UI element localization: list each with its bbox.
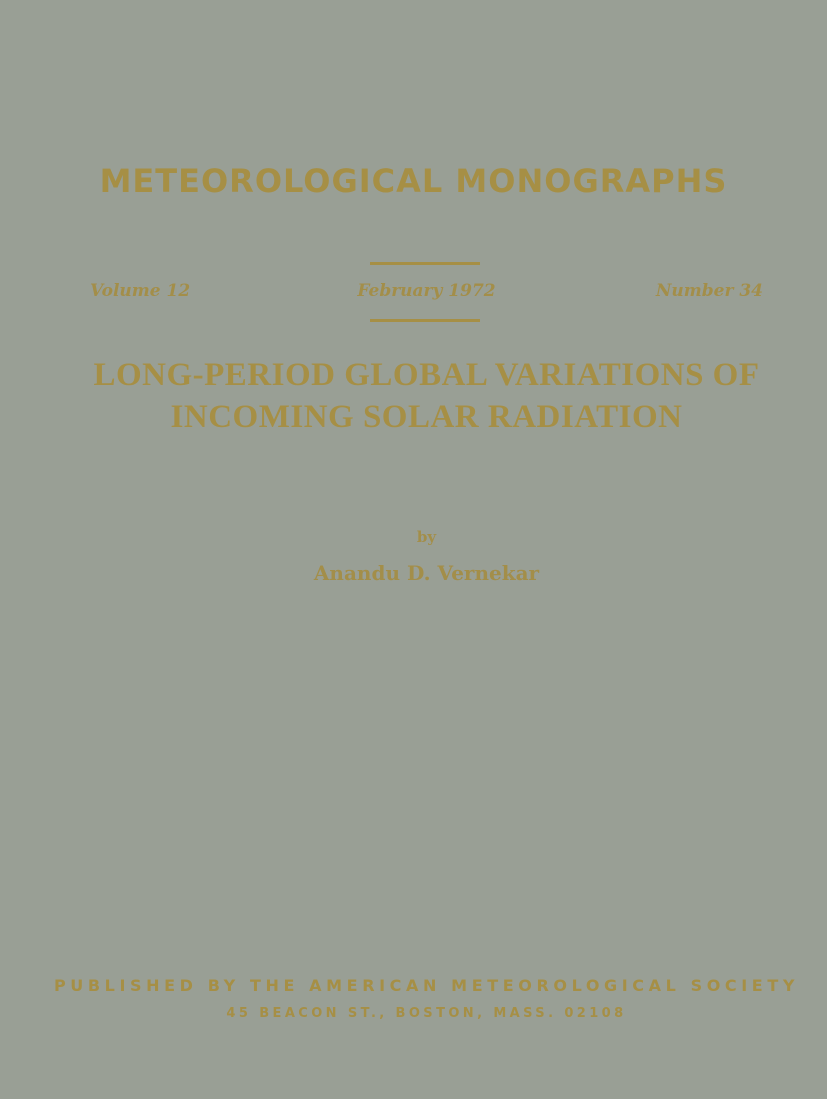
issue-number: Number 34 (655, 281, 763, 301)
main-title-line-2: INCOMING SOLAR RADIATION (170, 399, 683, 435)
by-label: by (416, 528, 437, 546)
top-rule (370, 262, 480, 265)
publisher-line: PUBLISHED BY THE AMERICAN METEOROLOGICAL SOCIETY (53, 976, 800, 995)
issue-date: February 1972 (357, 281, 496, 301)
publisher-address: 45 BEACON ST., BOSTON, MASS. 02108 (226, 1006, 627, 1021)
main-title-line-1: LONG-PERIOD GLOBAL VARIATIONS OF (93, 357, 760, 393)
bottom-rule (370, 319, 480, 322)
series-title: METEOROLOGICAL MONOGRAPHS (99, 162, 728, 200)
volume-label: Volume 12 (90, 281, 191, 301)
author-name: Anandu D. Vernekar (313, 561, 540, 585)
